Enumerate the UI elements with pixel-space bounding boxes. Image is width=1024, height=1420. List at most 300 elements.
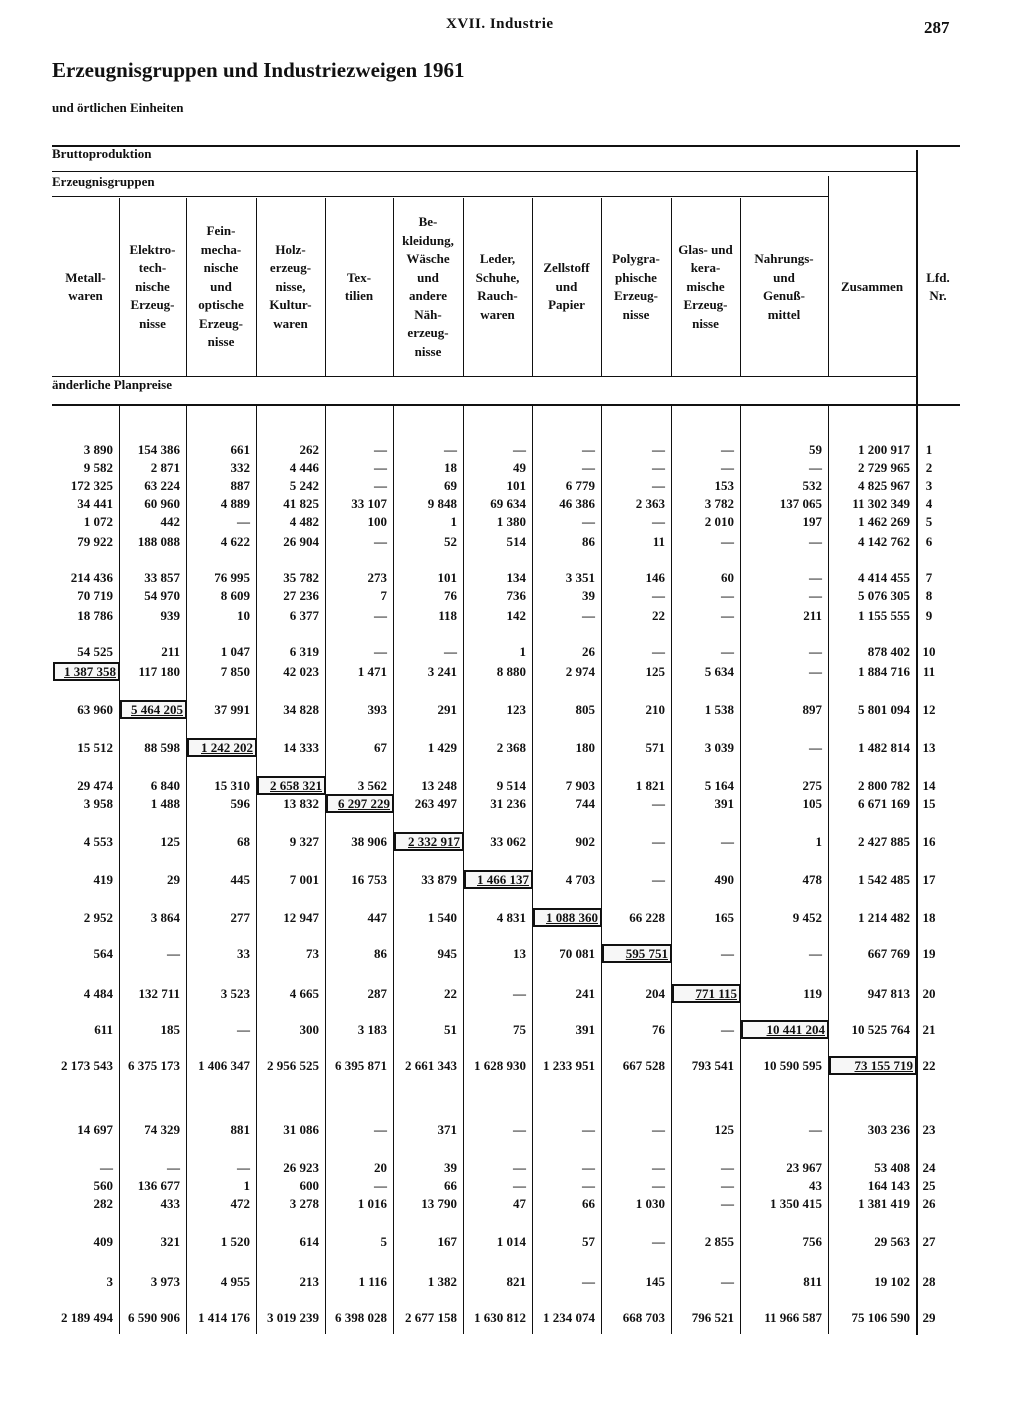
table-cell: — xyxy=(652,1234,665,1249)
table-cell: 1 088 360 xyxy=(533,908,602,927)
table-row xyxy=(0,1194,1024,1214)
table-cell: 146 xyxy=(645,570,665,585)
table-cell: — xyxy=(513,1122,526,1137)
table-cell: 145 xyxy=(645,1274,665,1289)
table-cell: 59 xyxy=(809,442,822,457)
table-cell: 939 xyxy=(160,608,180,623)
table-cell: 125 xyxy=(645,664,665,679)
table-cell: 1 429 xyxy=(427,740,457,755)
table-cell: 3 973 xyxy=(150,1274,180,1289)
table-cell: — xyxy=(374,608,387,623)
table-cell: 75 106 590 xyxy=(851,1310,910,1325)
table-cell: 3 864 xyxy=(150,910,180,925)
table-cell: — xyxy=(721,834,734,849)
table-cell: — xyxy=(809,460,822,475)
row-number: 17 xyxy=(922,872,936,887)
table-cell: 1 214 482 xyxy=(858,910,910,925)
table-cell: 1 072 xyxy=(83,514,113,529)
column-header-label: Metall- waren xyxy=(65,269,106,303)
table-cell: 211 xyxy=(161,644,180,659)
rule-group xyxy=(52,196,828,197)
table-cell: 26 xyxy=(582,644,595,659)
column-header xyxy=(326,200,392,374)
table-cell: 756 xyxy=(802,1234,822,1249)
table-row xyxy=(0,586,1024,606)
row-number: 25 xyxy=(922,1178,936,1193)
column-header xyxy=(672,200,739,374)
row-number: 19 xyxy=(922,946,936,961)
table-cell: 66 xyxy=(444,1178,457,1193)
table-cell: 1 016 xyxy=(357,1196,387,1211)
table-cell: 1 380 xyxy=(496,514,526,529)
table-cell: 31 236 xyxy=(490,796,526,811)
table-cell: 16 753 xyxy=(351,872,387,887)
table-cell: 3 782 xyxy=(704,496,734,511)
table-cell: — xyxy=(721,1178,734,1193)
table-cell: 4 703 xyxy=(565,872,595,887)
table-row xyxy=(0,700,1024,720)
table-cell: 73 155 719 xyxy=(829,1056,917,1075)
table-cell: 8 880 xyxy=(496,664,526,679)
column-divider xyxy=(393,198,394,376)
table-cell: 105 xyxy=(802,796,822,811)
table-cell: 300 xyxy=(299,1022,319,1037)
table-cell: 6 779 xyxy=(565,478,595,493)
table-cell: 7 xyxy=(380,588,387,603)
table-cell: — xyxy=(721,1022,734,1037)
table-cell: — xyxy=(582,1160,595,1175)
table-cell: — xyxy=(167,1160,180,1175)
table-cell: 1 488 xyxy=(150,796,180,811)
table-cell: 66 228 xyxy=(629,910,665,925)
table-cell: 26 904 xyxy=(283,534,319,549)
table-cell: 3 039 xyxy=(704,740,734,755)
table-cell: 76 xyxy=(652,1022,665,1037)
table-cell: 1 406 347 xyxy=(198,1058,250,1073)
table-cell: — xyxy=(721,946,734,961)
table-cell: 33 857 xyxy=(144,570,180,585)
table-cell: 6 377 xyxy=(289,608,319,623)
table-cell: 4 665 xyxy=(289,986,319,1001)
table-row xyxy=(0,1308,1024,1328)
table-row xyxy=(0,458,1024,478)
column-header xyxy=(120,200,185,374)
table-cell: 263 497 xyxy=(414,796,457,811)
column-divider xyxy=(740,198,741,376)
row-number: 5 xyxy=(925,514,933,529)
row-number: 3 xyxy=(925,478,933,493)
column-header xyxy=(602,200,670,374)
table-cell: 101 xyxy=(437,570,457,585)
column-header-label: Nahrungs- und Genuß- mittel xyxy=(754,251,814,322)
table-row xyxy=(0,776,1024,796)
table-cell: 70 719 xyxy=(77,588,113,603)
table-cell: 3 890 xyxy=(83,442,113,457)
table-cell: 560 xyxy=(93,1178,113,1193)
row-number: 24 xyxy=(922,1160,936,1175)
table-cell: 75 xyxy=(513,1022,526,1037)
column-header-label: Polygra- phische Erzeug- nisse xyxy=(612,251,660,322)
table-cell: — xyxy=(652,644,665,659)
table-cell: 37 991 xyxy=(214,702,250,717)
column-header-label: Tex- tilien xyxy=(344,269,374,303)
table-row xyxy=(0,568,1024,588)
table-cell: 33 xyxy=(237,946,250,961)
table-cell: 54 970 xyxy=(144,588,180,603)
table-cell: — xyxy=(809,664,822,679)
table-cell: 321 xyxy=(160,1234,180,1249)
table-cell: 22 xyxy=(652,608,665,623)
table-cell: 1 540 xyxy=(427,910,457,925)
table-cell: 1 381 419 xyxy=(858,1196,910,1211)
row-number: 13 xyxy=(922,740,936,755)
table-cell: 51 xyxy=(444,1022,457,1037)
table-row xyxy=(0,944,1024,964)
row-number: 1 xyxy=(925,442,933,457)
table-cell: 119 xyxy=(803,986,822,1001)
table-cell: 2 855 xyxy=(704,1234,734,1249)
table-cell: 902 xyxy=(575,834,595,849)
table-cell: 614 xyxy=(299,1234,319,1249)
running-header: XVII. Industrie xyxy=(446,16,554,32)
table-row xyxy=(0,642,1024,662)
table-cell: 5 xyxy=(380,1234,387,1249)
table-cell: — xyxy=(374,1178,387,1193)
table-cell: 2 871 xyxy=(150,460,180,475)
row-number: 2 xyxy=(925,460,933,475)
table-cell: 514 xyxy=(506,534,526,549)
table-cell: 188 088 xyxy=(137,534,180,549)
table-cell: — xyxy=(809,570,822,585)
table-cell: 123 xyxy=(506,702,526,717)
table-cell: 2 189 494 xyxy=(61,1310,113,1325)
table-cell: 1 350 415 xyxy=(770,1196,822,1211)
table-cell: 11 xyxy=(652,534,665,549)
table-cell: 596 xyxy=(230,796,250,811)
table-cell: — xyxy=(652,514,665,529)
table-cell: 3 183 xyxy=(357,1022,387,1037)
table-cell: 4 482 xyxy=(289,514,319,529)
table-cell: 14 333 xyxy=(283,740,319,755)
table-cell: 1 466 137 xyxy=(464,870,533,889)
table-cell: — xyxy=(237,1022,250,1037)
table-cell: 42 023 xyxy=(283,664,319,679)
table-cell: 1 155 555 xyxy=(858,608,910,623)
table-cell: — xyxy=(444,644,457,659)
table-row xyxy=(0,908,1024,928)
row-number: 22 xyxy=(922,1058,936,1073)
table-cell: 3 523 xyxy=(220,986,250,1001)
table-cell: 1 xyxy=(450,514,457,529)
table-cell: 70 081 xyxy=(559,946,595,961)
table-cell: 3 241 xyxy=(427,664,457,679)
table-cell: 9 582 xyxy=(83,460,113,475)
table-cell: 564 xyxy=(93,946,113,961)
table-cell: 391 xyxy=(714,796,734,811)
table-cell: 878 402 xyxy=(867,644,910,659)
table-cell: 167 xyxy=(437,1234,457,1249)
table-cell: 419 xyxy=(93,872,113,887)
column-header xyxy=(257,200,324,374)
table-cell: 100 xyxy=(367,514,387,529)
column-divider xyxy=(119,198,120,376)
table-cell: 2 427 885 xyxy=(858,834,910,849)
table-cell: 1 382 xyxy=(427,1274,457,1289)
table-cell: 1 047 xyxy=(220,644,250,659)
table-cell: — xyxy=(582,442,595,457)
table-cell: 2 952 xyxy=(83,910,113,925)
table-cell: 60 960 xyxy=(144,496,180,511)
table-cell: 1 014 xyxy=(496,1234,526,1249)
table-cell: 1 200 917 xyxy=(858,442,910,457)
table-cell: 29 474 xyxy=(77,778,113,793)
table-cell: 1 482 814 xyxy=(858,740,910,755)
table-cell: — xyxy=(721,1196,734,1211)
table-cell: 73 xyxy=(306,946,319,961)
table-cell: 447 xyxy=(367,910,387,925)
table-cell: — xyxy=(374,460,387,475)
table-cell: 1 628 930 xyxy=(474,1058,526,1073)
table-cell: — xyxy=(652,834,665,849)
column-header xyxy=(394,200,462,374)
column-header-label: Leder, Schuhe, Rauch- waren xyxy=(475,251,520,322)
column-divider xyxy=(325,198,326,376)
row-number: 14 xyxy=(922,778,936,793)
table-cell: — xyxy=(100,1160,113,1175)
table-cell: — xyxy=(374,644,387,659)
table-cell: — xyxy=(809,534,822,549)
table-cell: 197 xyxy=(802,514,822,529)
table-cell: 10 xyxy=(237,608,250,623)
table-cell: 10 590 595 xyxy=(763,1058,822,1073)
table-row xyxy=(0,512,1024,532)
table-cell: 2 661 343 xyxy=(405,1058,457,1073)
table-cell: — xyxy=(721,442,734,457)
table-cell: 744 xyxy=(575,796,595,811)
table-row xyxy=(0,1232,1024,1252)
table-row xyxy=(0,1056,1024,1076)
table-cell: 277 xyxy=(230,910,250,925)
table-row xyxy=(0,832,1024,852)
table-cell: — xyxy=(582,1274,595,1289)
table-cell: 3 562 xyxy=(357,778,387,793)
table-cell: 2 173 543 xyxy=(61,1058,113,1073)
table-cell: 153 xyxy=(714,478,734,493)
table-cell: 74 329 xyxy=(144,1122,180,1137)
table-cell: 164 143 xyxy=(867,1178,910,1193)
table-cell: 86 xyxy=(374,946,387,961)
table-cell: 5 242 xyxy=(289,478,319,493)
table-cell: — xyxy=(652,796,665,811)
table-cell: 4 831 xyxy=(496,910,526,925)
table-cell: — xyxy=(237,514,250,529)
table-cell: 15 310 xyxy=(214,778,250,793)
table-cell: 490 xyxy=(714,872,734,887)
table-cell: 26 923 xyxy=(283,1160,319,1175)
table-cell: 8 609 xyxy=(220,588,250,603)
row-number: 10 xyxy=(922,644,936,659)
table-cell: — xyxy=(721,588,734,603)
table-cell: 2 332 917 xyxy=(394,832,464,851)
column-header-label: Be- kleidung, Wäsche und andere Näh- erzeug- nisse xyxy=(402,214,454,359)
group-label: Erzeugnisgruppen xyxy=(52,174,155,189)
table-cell: 371 xyxy=(437,1122,457,1137)
table-cell: 303 236 xyxy=(867,1122,910,1137)
table-row xyxy=(0,1158,1024,1178)
row-number: 6 xyxy=(925,534,933,549)
table-cell: 63 224 xyxy=(144,478,180,493)
table-cell: 35 782 xyxy=(283,570,319,585)
table-cell: 4 825 967 xyxy=(858,478,910,493)
table-cell: 125 xyxy=(160,834,180,849)
table-row xyxy=(0,494,1024,514)
table-cell: 204 xyxy=(645,986,665,1001)
table-cell: — xyxy=(652,478,665,493)
table-cell: — xyxy=(721,608,734,623)
table-cell: 29 xyxy=(167,872,180,887)
table-row xyxy=(0,440,1024,460)
table-cell: 4 484 xyxy=(83,986,113,1001)
table-cell: 38 906 xyxy=(351,834,387,849)
table-cell: — xyxy=(652,872,665,887)
table-cell: 472 xyxy=(230,1196,250,1211)
table-cell: 4 414 455 xyxy=(858,570,910,585)
table-cell: 571 xyxy=(645,740,665,755)
table-cell: 1 630 812 xyxy=(474,1310,526,1325)
table-cell: 22 xyxy=(444,986,457,1001)
row-number: 26 xyxy=(922,1196,936,1211)
column-header xyxy=(464,200,531,374)
table-cell: 67 xyxy=(374,740,387,755)
table-cell: — xyxy=(721,644,734,659)
table-cell: 5 164 xyxy=(704,778,734,793)
table-cell: 11 302 349 xyxy=(852,496,910,511)
table-cell: 11 966 587 xyxy=(764,1310,822,1325)
table-cell: 532 xyxy=(802,478,822,493)
column-header-label: Fein- mecha- nische und optische Erzeug- nisse xyxy=(198,223,244,350)
table-cell: 1 520 xyxy=(220,1234,250,1249)
table-cell: 142 xyxy=(506,608,526,623)
table-cell: — xyxy=(582,608,595,623)
table-cell: — xyxy=(809,1122,822,1137)
table-cell: 132 711 xyxy=(138,986,180,1001)
page-number: 287 xyxy=(924,18,950,37)
table-cell: 668 703 xyxy=(622,1310,665,1325)
table-cell: 172 325 xyxy=(70,478,113,493)
table-cell: — xyxy=(652,1122,665,1137)
table-cell: 47 xyxy=(513,1196,526,1211)
table-cell: 52 xyxy=(444,534,457,549)
table-cell: 180 xyxy=(575,740,595,755)
table-cell: — xyxy=(513,986,526,1001)
table-cell: 3 351 xyxy=(565,570,595,585)
table-cell: 3 xyxy=(106,1274,113,1289)
row-number: 21 xyxy=(922,1022,936,1037)
table-cell: 1 116 xyxy=(358,1274,387,1289)
row-number: 16 xyxy=(922,834,936,849)
table-cell: 79 922 xyxy=(77,534,113,549)
table-cell: 1 414 176 xyxy=(198,1310,250,1325)
table-cell: 60 xyxy=(721,570,734,585)
section-label: Bruttoproduktion xyxy=(52,146,152,161)
table-row xyxy=(0,1176,1024,1196)
table-cell: 125 xyxy=(714,1122,734,1137)
table-row xyxy=(0,794,1024,814)
table-cell: — xyxy=(652,1178,665,1193)
table-cell: 433 xyxy=(160,1196,180,1211)
table-cell: 2 800 782 xyxy=(858,778,910,793)
table-cell: 595 751 xyxy=(602,944,672,963)
row-number: 15 xyxy=(922,796,936,811)
table-cell: 821 xyxy=(506,1274,526,1289)
table-cell: 9 848 xyxy=(427,496,457,511)
table-cell: 76 995 xyxy=(214,570,250,585)
table-row xyxy=(0,532,1024,552)
table-cell: 214 436 xyxy=(70,570,113,585)
row-number: 27 xyxy=(922,1234,936,1249)
table-cell: 611 xyxy=(94,1022,113,1037)
table-cell: 811 xyxy=(803,1274,822,1289)
table-cell: 33 879 xyxy=(421,872,457,887)
table-cell: — xyxy=(444,442,457,457)
table-cell: 69 634 xyxy=(490,496,526,511)
table-cell: 18 xyxy=(444,460,457,475)
table-cell: — xyxy=(652,1160,665,1175)
table-cell: 2 677 158 xyxy=(405,1310,457,1325)
table-cell: 6 590 906 xyxy=(128,1310,180,1325)
table-cell: — xyxy=(721,1160,734,1175)
table-cell: 1 884 716 xyxy=(858,664,910,679)
table-cell: 13 248 xyxy=(421,778,457,793)
table-cell: 39 xyxy=(582,588,595,603)
column-header-label: Zusammen xyxy=(840,278,904,294)
column-divider xyxy=(601,198,602,376)
column-divider xyxy=(256,198,257,376)
table-row xyxy=(0,662,1024,682)
table-cell: 10 525 764 xyxy=(851,1022,910,1037)
row-number: 20 xyxy=(922,986,936,1001)
table-cell: 66 xyxy=(582,1196,595,1211)
table-cell: 1 471 xyxy=(357,664,387,679)
table-cell: — xyxy=(374,1122,387,1137)
table-cell: 667 769 xyxy=(867,946,910,961)
table-cell: 5 634 xyxy=(704,664,734,679)
row-number: 12 xyxy=(922,702,936,717)
table-cell: 2 729 965 xyxy=(858,460,910,475)
table-cell: — xyxy=(721,460,734,475)
table-cell: 13 xyxy=(513,946,526,961)
table-cell: 2 956 525 xyxy=(267,1058,319,1073)
table-cell: 805 xyxy=(575,702,595,717)
table-row xyxy=(0,870,1024,890)
table-cell: 136 677 xyxy=(137,1178,180,1193)
table-cell: 14 697 xyxy=(77,1122,113,1137)
table-cell: 282 xyxy=(93,1196,113,1211)
table-cell: 600 xyxy=(299,1178,319,1193)
table-cell: 27 236 xyxy=(283,588,319,603)
row-number: 11 xyxy=(922,664,936,679)
table-cell: — xyxy=(513,1178,526,1193)
table-row xyxy=(0,1120,1024,1140)
table-cell: 1 xyxy=(815,834,822,849)
table-cell: — xyxy=(809,588,822,603)
table-cell: 18 786 xyxy=(77,608,113,623)
rule-body-top xyxy=(52,404,960,406)
table-cell: 12 947 xyxy=(283,910,319,925)
table-cell: 881 xyxy=(230,1122,250,1137)
table-cell: 34 441 xyxy=(77,496,113,511)
table-cell: — xyxy=(167,946,180,961)
